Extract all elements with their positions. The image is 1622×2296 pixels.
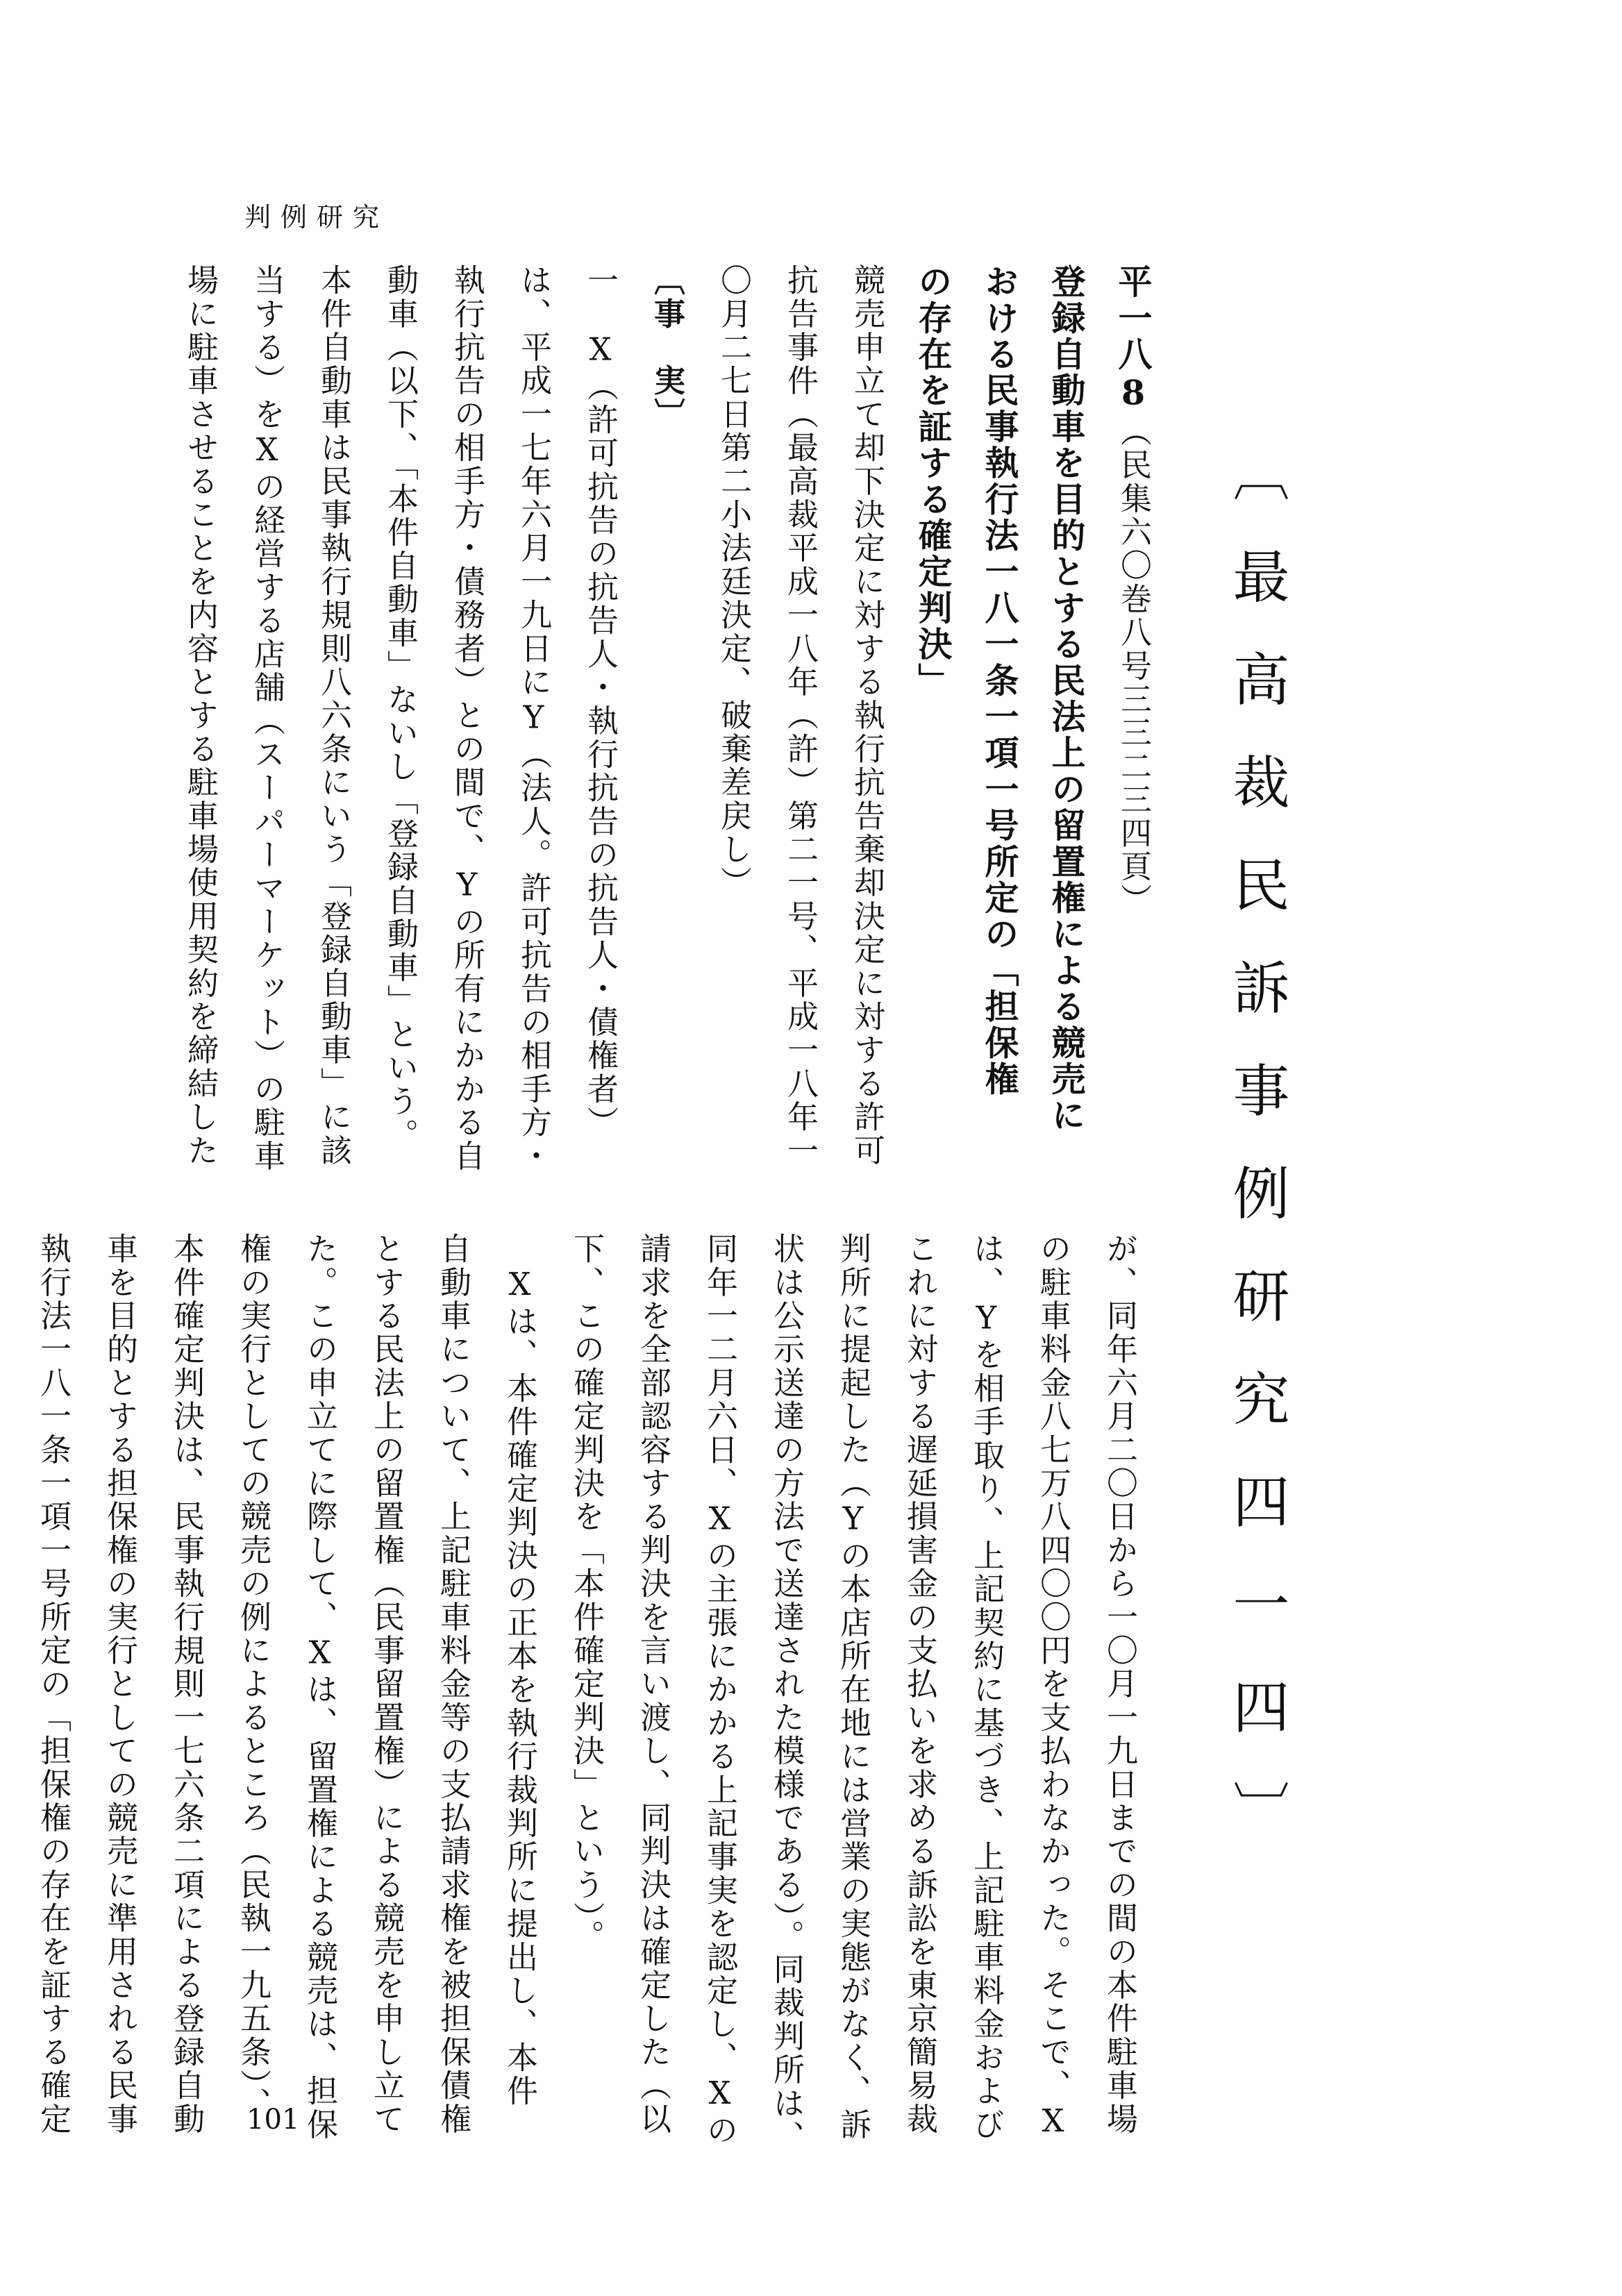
facts-line: 本件自動車は民事執行規則八六条にいう「登録自動車」に該 (315, 264, 352, 1168)
lower-text-block (35, 1232, 1153, 2154)
body-line: 同年一二月六日、Xの主張にかかる上記事実を認定し、Xの (701, 1232, 738, 2147)
body-line: 請求を全部認容する判決を言い渡し、同判決は確定した（以 (635, 1232, 671, 2136)
body-line: が、同年六月二〇日から一〇月一九日までの間の本件駐車場 (1101, 1232, 1138, 2136)
body-line: 自動車について、上記駐車料金等の支払請求権を被担保債権 (435, 1232, 471, 2136)
body-line: 下、この確定判決を「本件確定判決」という）。 (568, 1232, 605, 1953)
body-line: 本件確定判決は、民事執行規則一七六条二項による登録自動 (168, 1232, 205, 2136)
body-line: 権の実行としての競売の例によるところ（民執一九五条）、 (235, 1232, 271, 2120)
case-info-line: 競売申立て却下決定に対する執行抗告棄却決定に対する許可 (848, 264, 885, 1168)
case-info-line: 抗告事件（最高裁平成一八年（許）第二一号、平成一八年一 (782, 264, 819, 1168)
citation: （民集六〇巻八号三三二三四頁） (1115, 414, 1152, 917)
body-line: これに対する遅延損害金の支払いを求める訴訟を東京簡易裁 (901, 1232, 938, 2136)
body-line: の駐車料金八七万八四〇〇円を支払わなかった。そこで、X (1035, 1232, 1071, 2142)
facts-line: 当する）をXの経営する店舗（スーパーマーケット）の駐車 (249, 264, 285, 1173)
running-head: 判例研究 (244, 202, 390, 233)
body-line: 車を目的とする担保権の実行としての競売に準用される民事 (101, 1232, 138, 2136)
headline-line: おける民事執行法一八一条一項一号所定の「担保権 (980, 264, 1020, 1098)
upper-text-block (182, 264, 1167, 1187)
body-line: は、Yを相手取り、上記契約に基づき、上記駐車料金および (968, 1232, 1005, 2142)
body-line: た。この申立てに際して、Xは、留置権による競売は、担保 (301, 1232, 338, 2142)
facts-line: 動車（以下、「本件自動車」ないし「登録自動車」という。 (382, 264, 419, 1152)
case-number: 平一八8 (1113, 264, 1153, 415)
headline-line: の存在を証する確定判決」 (913, 264, 953, 699)
facts-heading: 〔事 実〕 (649, 264, 685, 431)
page-number: 101 (246, 2104, 300, 2136)
facts-line: は、平成一七年六月一九日にY（法人。許可抗告の相手方・ (515, 264, 552, 1173)
facts-line: 場に駐車させることを内容とする駐車場使用契約を締結した (182, 264, 219, 1168)
body-line: 判所に提起した（Yの本店所在地には営業の実態がなく、訴 (835, 1232, 871, 2142)
series-title: 〔最高裁民訴事例研究四一四〕 (1223, 444, 1289, 1883)
body-line: 状は公示送達の方法で送達された模様である）。同裁判所は、 (768, 1232, 805, 2154)
headline-line: 登録自動車を目的とする民法上の留置権による競売に (1046, 264, 1087, 1134)
case-line (1100, 264, 1167, 1187)
body-line: Xは、本件確定判決の正本を執行裁判所に提出し、本件 (501, 1232, 538, 2109)
case-info-line: 〇月二七日第二小法廷決定、破棄差戻し） (715, 264, 752, 900)
facts-line: 執行抗告の相手方・債務者）との間で、Yの所有にかかる自 (449, 264, 485, 1173)
body-line: とする民法上の留置権（民事留置権）による競売を申し立て (368, 1232, 405, 2136)
facts-line: 一 X（許可抗告の抗告人・執行抗告の抗告人・債権者） (582, 264, 619, 1140)
body-line: 執行法一八一条一項一号所定の「担保権の存在を証する確定 (35, 1232, 72, 2136)
